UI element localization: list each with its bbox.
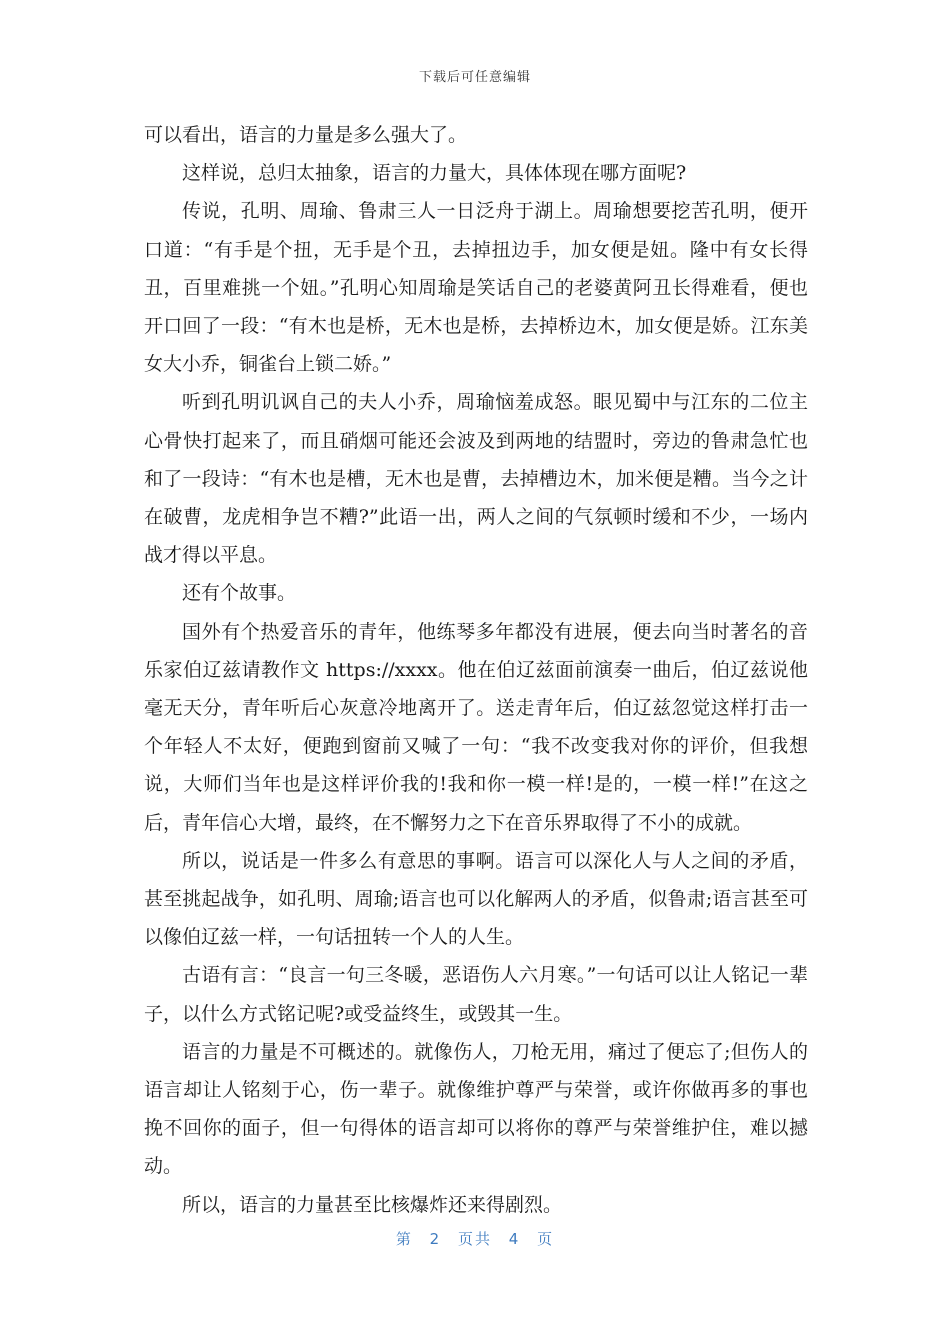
page-number-footer: 第 2 页共 4 页: [395, 1230, 555, 1248]
paragraph: 听到孔明讥讽自己的夫人小乔，周瑜恼羞成怒。眼见蜀中与江东的二位主心骨快打起来了，而且硝烟可能还会波及到两地的结盟时，旁边的鲁肃急忙也和了一段诗：“有木也是槽，无木也是曹，去掉槽边木，加米便是糟。当今之计在破曹，龙虎相争岂不糟?”此语一出，两人之间的气氛顿时缓和不少，一场内战才得以平息。: [144, 391, 808, 567]
paragraph: 国外有个热爱音乐的青年，他练琴多年都没有进展，便去向当时著名的音乐家伯辽兹请教作文 https://xxxx。他在伯辽兹面前演奏一曲后，伯辽兹说他毫无天分，青年听后心灰意冷地离开了。送走青年后，伯辽兹忽觉这样打击一个年轻人不太好，便跑到窗前又喊了一句：“我不改变我对你的评价，但我想说，大师们当年也是这样评价我的!我和你一模一样!是的，一模一样!”在这之后，青年信心大增，最终，在不懈努力之下在音乐界取得了不小的成就。: [144, 620, 808, 834]
paragraph-continuation: 可以看出，语言的力量是多么强大了。: [144, 124, 468, 146]
page-header: 下载后可任意编辑: [418, 70, 531, 85]
paragraph: 所以，说话是一件多么有意思的事啊。语言可以深化人与人之间的矛盾，甚至挑起战争，如孔明、周瑜;语言也可以化解两人的矛盾，似鲁肃;语言甚至可以像伯辽兹一样，一句话扭转一个人的人生。: [144, 849, 808, 949]
document-body: [144, 116, 808, 1224]
paragraph: 还有个故事。: [182, 582, 297, 605]
paragraph: 古语有言：“良言一句三冬暖，恶语伤人六月寒。”一句话可以让人铭记一辈子，以什么方式铭记呢?或受益终生，或毁其一生。: [144, 964, 808, 1025]
paragraph: 语言的力量是不可概述的。就像伤人，刀枪无用，痛过了便忘了;但伤人的语言却让人铭刻于心，伤一辈子。就像维护尊严与荣誉，或许你做再多的事也挽不回你的面子，但一句得体的语言却可以将你的尊严与荣誉维护住，难以撼动。: [144, 1040, 808, 1178]
paragraph: 这样说，总归太抽象，语言的力量大，具体体现在哪方面呢?: [182, 162, 687, 185]
paragraph: 传说，孔明、周瑜、鲁肃三人一日泛舟于湖上。周瑜想要挖苦孔明，便开口道：“有手是个扭，无手是个丑，去掉扭边手，加女便是妞。隆中有女长得丑，百里难挑一个妞。”孔明心知周瑜是笑话自己的老婆黄阿丑长得难看，便也开口回了一段：“有木也是桥，无木也是桥，去掉桥边木，加女便是娇。江东美女大小乔，铜雀台上锁二娇。”: [144, 200, 808, 376]
paragraph: 所以，语言的力量甚至比核爆炸还来得剧烈。: [182, 1193, 563, 1216]
